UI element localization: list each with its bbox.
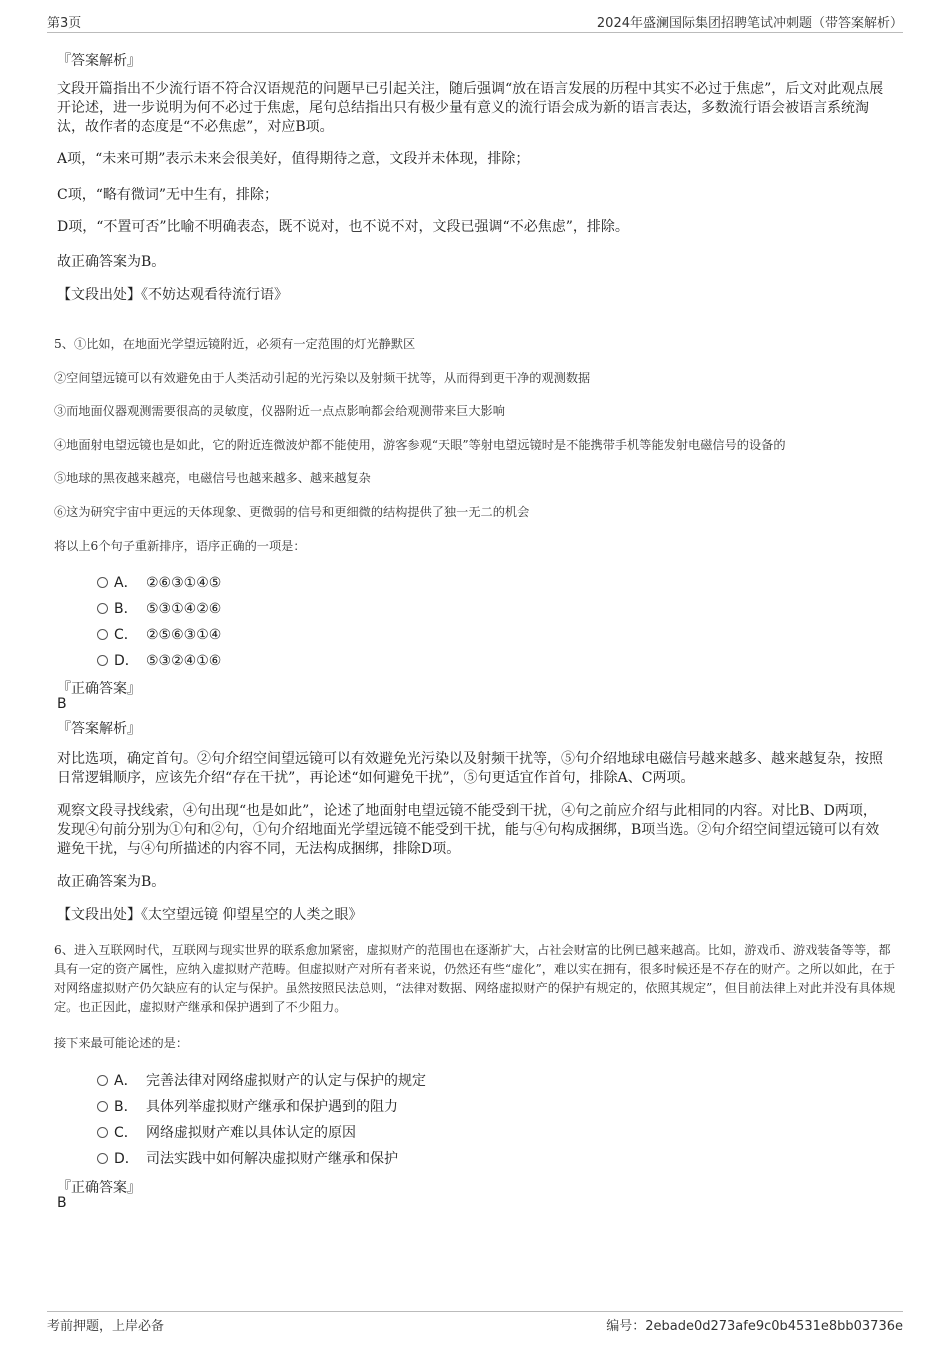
q6-answer-label: 『正确答案』: [57, 1180, 141, 1196]
q5-option-c[interactable]: C． ②⑤⑥③①④: [97, 624, 221, 644]
q6-option-a[interactable]: A． 完善法律对网络虚拟财产的认定与保护的规定: [97, 1070, 426, 1090]
radio-icon[interactable]: [97, 1127, 108, 1138]
q5-analysis-label: 『答案解析』: [57, 721, 141, 737]
document-id: 编号：2ebade0d273afe9c0b4531e8bb03736e: [606, 1319, 903, 1334]
q5-conclusion: 故正确答案为B。: [57, 874, 166, 890]
page-number: 第3页: [47, 16, 82, 31]
page-footer: [47, 1311, 903, 1335]
source-citation: 【文段出处】《不妨达观看待流行语》: [57, 287, 288, 303]
q6-option-c[interactable]: C． 网络虚拟财产难以具体认定的原因: [97, 1122, 356, 1142]
radio-icon[interactable]: [97, 1153, 108, 1164]
q6-answer: B: [57, 1195, 67, 1211]
analysis-option-a: A项，“未来可期”表示未来会很美好，值得期待之意，文段并未体现，排除；: [57, 151, 530, 167]
footer-slogan: 考前押题，上岸必备: [47, 1319, 165, 1334]
analysis-option-d: D项，“不置可否”比喻不明确表态，既不说对，也不说不对，文段已强调“不必焦虑”，排除。: [57, 219, 629, 235]
q5-source: 【文段出处】《太空望远镜 仰望星空的人类之眼》: [57, 907, 363, 923]
radio-icon[interactable]: [97, 1075, 108, 1086]
q5-sentence-2: ②空间望远镜可以有效避免由于人类活动引起的光污染以及射频干扰等，从而得到更干净的观测数据: [54, 371, 591, 385]
q5-answer: B: [57, 696, 67, 712]
q6-option-b[interactable]: B． 具体列举虚拟财产继承和保护遇到的阻力: [97, 1096, 398, 1116]
q5-sentence-6: ⑥这为研究宇宙中更远的天体现象、更微弱的信号和更细微的结构提供了独一无二的机会: [54, 505, 530, 519]
analysis-label: 『答案解析』: [57, 53, 141, 69]
analysis-option-c: C项，“略有微词”无中生有，排除；: [57, 187, 279, 203]
page-header: [47, 12, 903, 33]
q5-sentence-4: ④地面射电望远镜也是如此，它的附近连微波炉都不能使用，游客参观“天眼”等射电望远镜时是不能携带手机等能发射电磁信号的设备的: [54, 438, 786, 452]
q6-option-d[interactable]: D． 司法实践中如何解决虚拟财产继承和保护: [97, 1148, 398, 1168]
document-title: 2024年盛澜国际集团招聘笔试冲刺题（带答案解析）: [596, 16, 903, 31]
radio-icon[interactable]: [97, 629, 108, 640]
q6-prompt: 接下来最可能论述的是：: [54, 1036, 189, 1050]
analysis-conclusion: 故正确答案为B。: [57, 254, 166, 270]
q5-analysis-para-1: 对比选项，确定首句。②句介绍空间望远镜可以有效避免光污染以及射频干扰等，⑤句介绍地球电磁信号越来越多、越来越复杂，按照日常逻辑顺序，应该先介绍“存在干扰”，再论述“如何避免干扰”，⑤句更适宜作首句，排除A、C两项。: [57, 751, 883, 786]
q5-answer-label: 『正确答案』: [57, 681, 141, 697]
q5-option-d[interactable]: D． ⑤③②④①⑥: [97, 650, 221, 670]
radio-icon[interactable]: [97, 577, 108, 588]
q5-option-a[interactable]: A． ②⑥③①④⑤: [97, 572, 221, 592]
radio-icon[interactable]: [97, 655, 108, 666]
q5-sentence-3: ③而地面仪器观测需要很高的灵敏度，仪器附近一点点影响都会给观测带来巨大影响: [54, 404, 505, 418]
radio-icon[interactable]: [97, 603, 108, 614]
q5-sentence-1: 5、①比如，在地面光学望远镜附近，必须有一定范围的灯光静默区: [54, 337, 416, 351]
q5-sentence-5: ⑤地球的黑夜越来越亮，电磁信号也越来越多、越来越复杂: [54, 471, 371, 485]
q6-stem: 6、进入互联网时代，互联网与现实世界的联系愈加紧密，虚拟财产的范围也在逐渐扩大，占社会财富的比例已越来越高。比如，游戏币、游戏装备等等，都具有一定的资产属性，应纳入虚拟财产范畴。但虚拟财产对所有者来说，仍然还有些“虚化”，难以实在拥有，很多时候还是不存在的财产。之所以如此，在于对网络虚拟财产仍欠缺应有的认定与保护。虽然按照民法总则，“法律对数据、网络虚拟财产的保护有规定的，依照其规定”，但目前法律上对此并没有具体规定。也正因此，虚拟财产继承和保护遇到了不少阻力。: [54, 943, 896, 1014]
q5-analysis-para-2: 观察文段寻找线索，④句出现“也是如此”，论述了地面射电望远镜不能受到干扰，④句之前应介绍与此相同的内容。对比B、D两项，发现④句前分别为①句和②句，①句介绍地面光学望远镜不能受到干扰，能与④句构成捆绑，B项当选。②句介绍空间望远镜可以有效避免干扰，与④句所描述的内容不同，无法构成捆绑，排除D项。: [57, 803, 880, 857]
q5-prompt: 将以上6个句子重新排序，语序正确的一项是：: [54, 539, 306, 553]
q5-option-b[interactable]: B． ⑤③①④②⑥: [97, 598, 221, 618]
radio-icon[interactable]: [97, 1101, 108, 1112]
analysis-paragraph: 文段开篇指出不少流行语不符合汉语规范的问题早已引起关注，随后强调“放在语言发展的历程中其实不必过于焦虑”，后文对此观点展开论述，进一步说明为何不必过于焦虑，尾句总结指出只有极少量有意义的流行语会成为新的语言表达，多数流行语会被语言系统淘汰，故作者的态度是“不必焦虑”，对应B项。: [57, 81, 884, 135]
